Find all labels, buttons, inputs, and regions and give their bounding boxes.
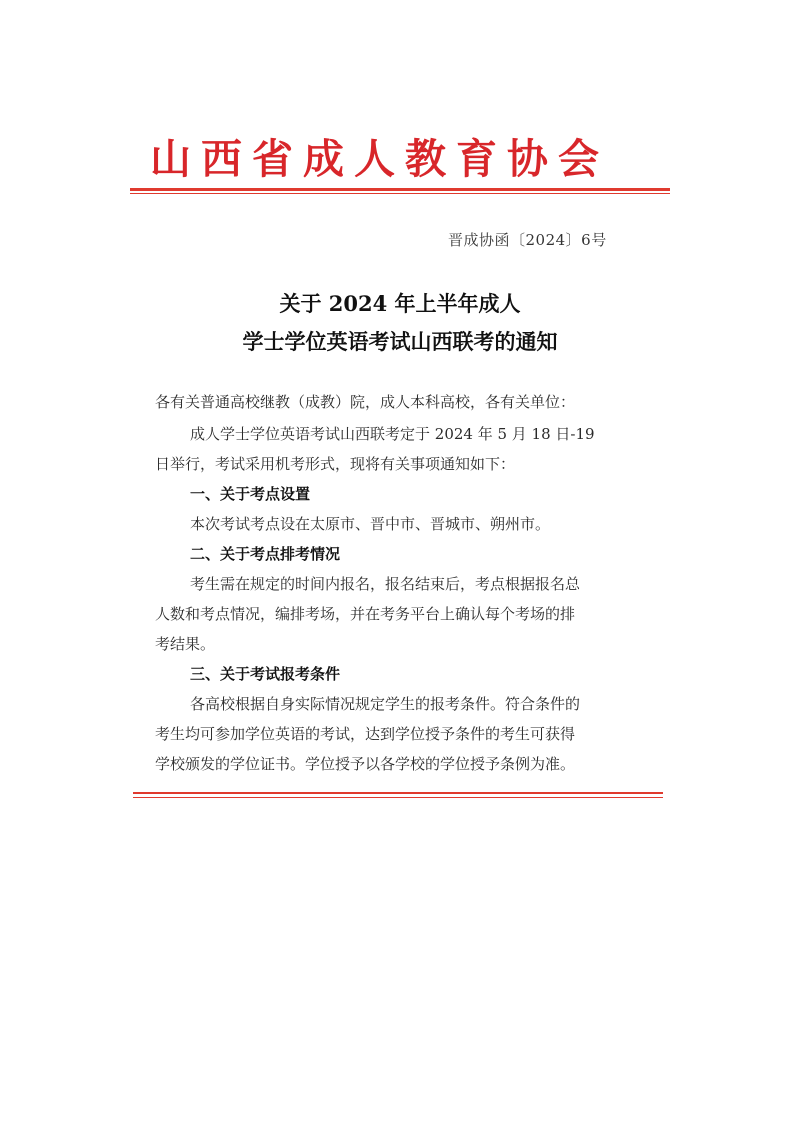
salutation: 各有关普通高校继教（成教）院，成人本科高校，各有关单位： (155, 393, 576, 411)
intro-line-1: 成人学士学位英语考试山西联考定于 2024 年 5 月 18 日-19 (190, 425, 595, 443)
organization-name: 山西省成人教育协会 (150, 135, 609, 183)
header-rule-thick (130, 188, 670, 191)
document-title-line-1: 关于 2024 年上半年成人 (279, 291, 521, 316)
section-3-line-3: 学校颁发的学位证书。学位授予以各学校的学位授予条例为准。 (155, 755, 576, 773)
intro-line-2: 日举行，考试采用机考形式，现将有关事项通知如下： (155, 455, 516, 473)
section-heading-3: 三、关于考试报考条件 (190, 665, 341, 683)
document-number: 晋成协函〔2024〕6号 (448, 231, 607, 249)
section-heading-2: 二、关于考点排考情况 (190, 545, 341, 563)
section-2-line-3: 考结果。 (155, 635, 216, 653)
section-2-line-1: 考生需在规定的时间内报名，报名结束后，考点根据报名总 (190, 575, 581, 593)
footer-rule-thin (133, 797, 663, 798)
document-title-line-2: 学士学位英语考试山西联考的通知 (242, 329, 558, 354)
header-rule-thin (130, 193, 670, 194)
footer-rule-thick (133, 792, 663, 794)
section-heading-1: 一、关于考点设置 (190, 485, 311, 503)
section-3-line-2: 考生均可参加学位英语的考试，达到学位授予条件的考生可获得 (155, 725, 576, 743)
section-2-line-2: 人数和考点情况，编排考场，并在考务平台上确认每个考场的排 (155, 605, 576, 623)
section-3-line-1: 各高校根据自身实际情况规定学生的报考条件。符合条件的 (190, 695, 581, 713)
section-1-line-1: 本次考试考点设在太原市、晋中市、晋城市、朔州市。 (190, 515, 551, 533)
